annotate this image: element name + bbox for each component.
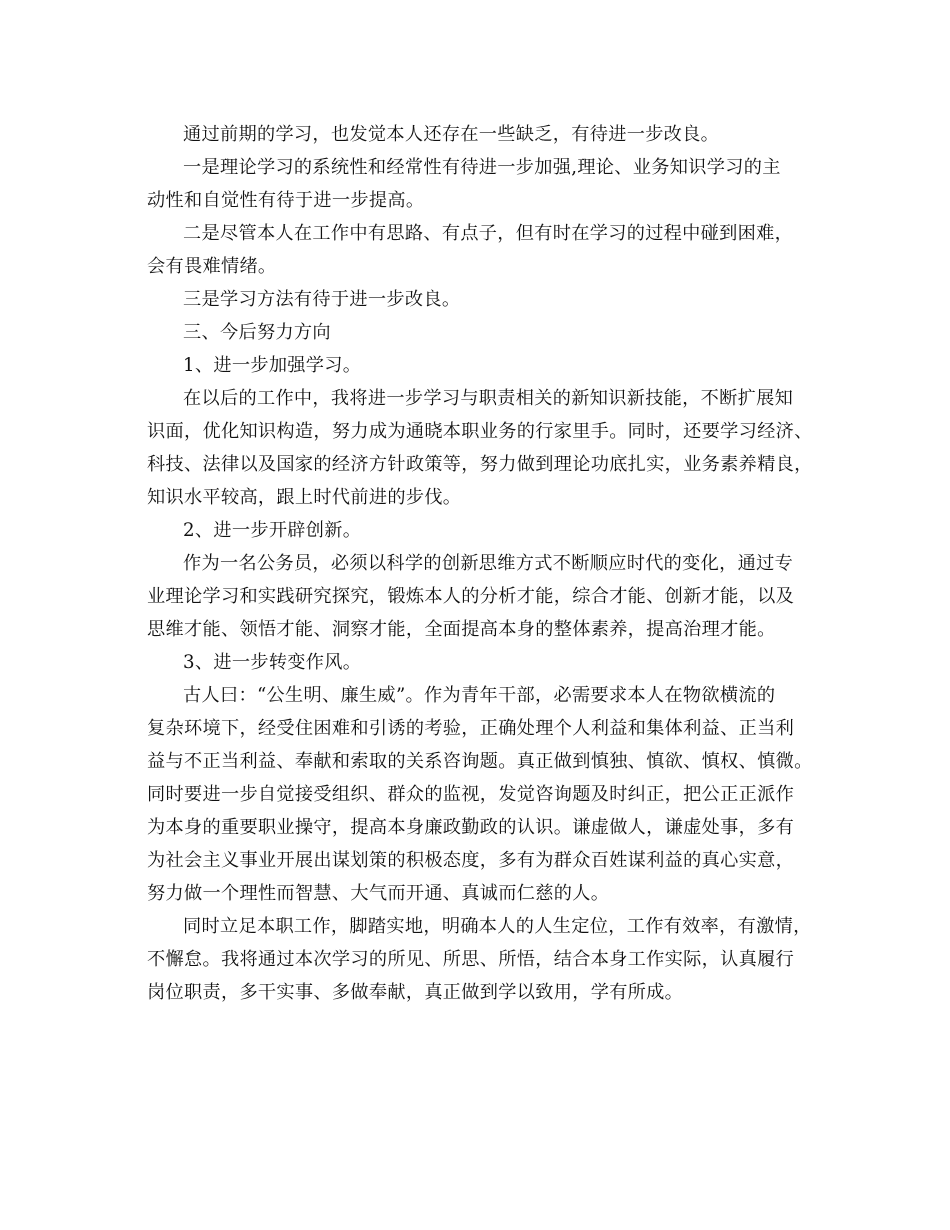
paragraph-1 <box>147 118 807 151</box>
text-line: 二是尽管本人在工作中有思路、有点子，但有时在学习的过程中碰到困难， <box>183 223 794 244</box>
text-line: 通过前期的学习，也发觉本人还存在一些缺乏，有待进一步改良。 <box>183 124 720 145</box>
text-line: 同时立足本职工作，脚踏实地，明确本人的人生定位，工作有效率，有激情， <box>183 916 812 937</box>
paragraph-3 <box>147 217 807 283</box>
paragraph-4 <box>147 283 807 316</box>
text-line: 科技、法律以及国家的经济方针政策等，努力做到理论功底扎实，业务素养精良， <box>147 454 813 475</box>
text-line: 三、今后努力方向 <box>183 322 331 343</box>
paragraph-5 <box>147 382 813 514</box>
text-line: 三是学习方法有待于进一步改良。 <box>183 289 461 310</box>
text-line: 一是理论学习的系统性和经常性有待进一步加强,理论、业务知识学习的主 <box>183 157 781 178</box>
text-line: 知识水平较高，跟上时代前进的步伐。 <box>147 487 462 508</box>
paragraph-2 <box>147 151 807 217</box>
text-line: 古人曰：“公生明、廉生威”。作为青年干部，必需要求本人在物欲横流的 <box>183 685 776 706</box>
text-line: 思维才能、领悟才能、洞察才能，全面提高本身的整体素养，提高治理才能。 <box>147 619 776 640</box>
section-heading <box>147 316 807 349</box>
subheading-1 <box>147 349 807 382</box>
text-line: 为社会主义事业开展出谋划策的积极态度，多有为群众百姓谋利益的真心实意， <box>147 850 795 871</box>
subheading-2 <box>147 514 807 547</box>
text-line: 动性和自觉性有待于进一步提高。 <box>147 190 425 211</box>
text-line: 为本身的重要职业操守，提高本身廉政勤政的认识。谦虚做人，谦虚处事，多有 <box>147 817 795 838</box>
paragraph-6 <box>147 547 807 646</box>
text-line: 作为一名公务员，必须以科学的创新思维方式不断顺应时代的变化，通过专 <box>183 553 794 574</box>
text-line: 同时要进一步自觉接受组织、群众的监视，发觉咨询题及时纠正，把公正正派作 <box>147 784 795 805</box>
text-line: 识面，优化知识构造，努力成为通晓本职业务的行家里手。同时，还要学习经济、 <box>147 421 813 442</box>
text-line: 在以后的工作中，我将进一步学习与职责相关的新知识新技能，不断扩展知 <box>183 388 794 409</box>
document-body <box>147 118 813 1009</box>
text-line: 复杂环境下，经受住困难和引诱的考验，正确处理个人利益和集体利益、正当利 <box>147 718 795 739</box>
subheading-3 <box>147 646 807 679</box>
text-line: 不懈怠。我将通过本次学习的所见、所思、所悟，结合本身工作实际，认真履行 <box>147 949 795 970</box>
text-line: 2、进一步开辟创新。 <box>183 520 362 541</box>
text-line: 益与不正当利益、奉献和索取的关系咨询题。真正做到慎独、慎欲、慎权、慎微。 <box>147 751 813 772</box>
text-line: 努力做一个理性而智慧、大气而开通、真诚而仁慈的人。 <box>147 883 610 904</box>
text-line: 岗位职责，多干实事、多做奉献，真正做到学以致用，学有所成。 <box>147 982 684 1003</box>
paragraph-8 <box>147 910 812 1009</box>
text-line: 会有畏难情绪。 <box>147 256 277 277</box>
paragraph-7 <box>147 679 813 910</box>
text-line: 业理论学习和实践研究探究，锻炼本人的分析才能，综合才能、创新才能，以及 <box>147 586 795 607</box>
text-line: 1、进一步加强学习。 <box>183 355 362 376</box>
text-line: 3、进一步转变作风。 <box>183 652 362 673</box>
